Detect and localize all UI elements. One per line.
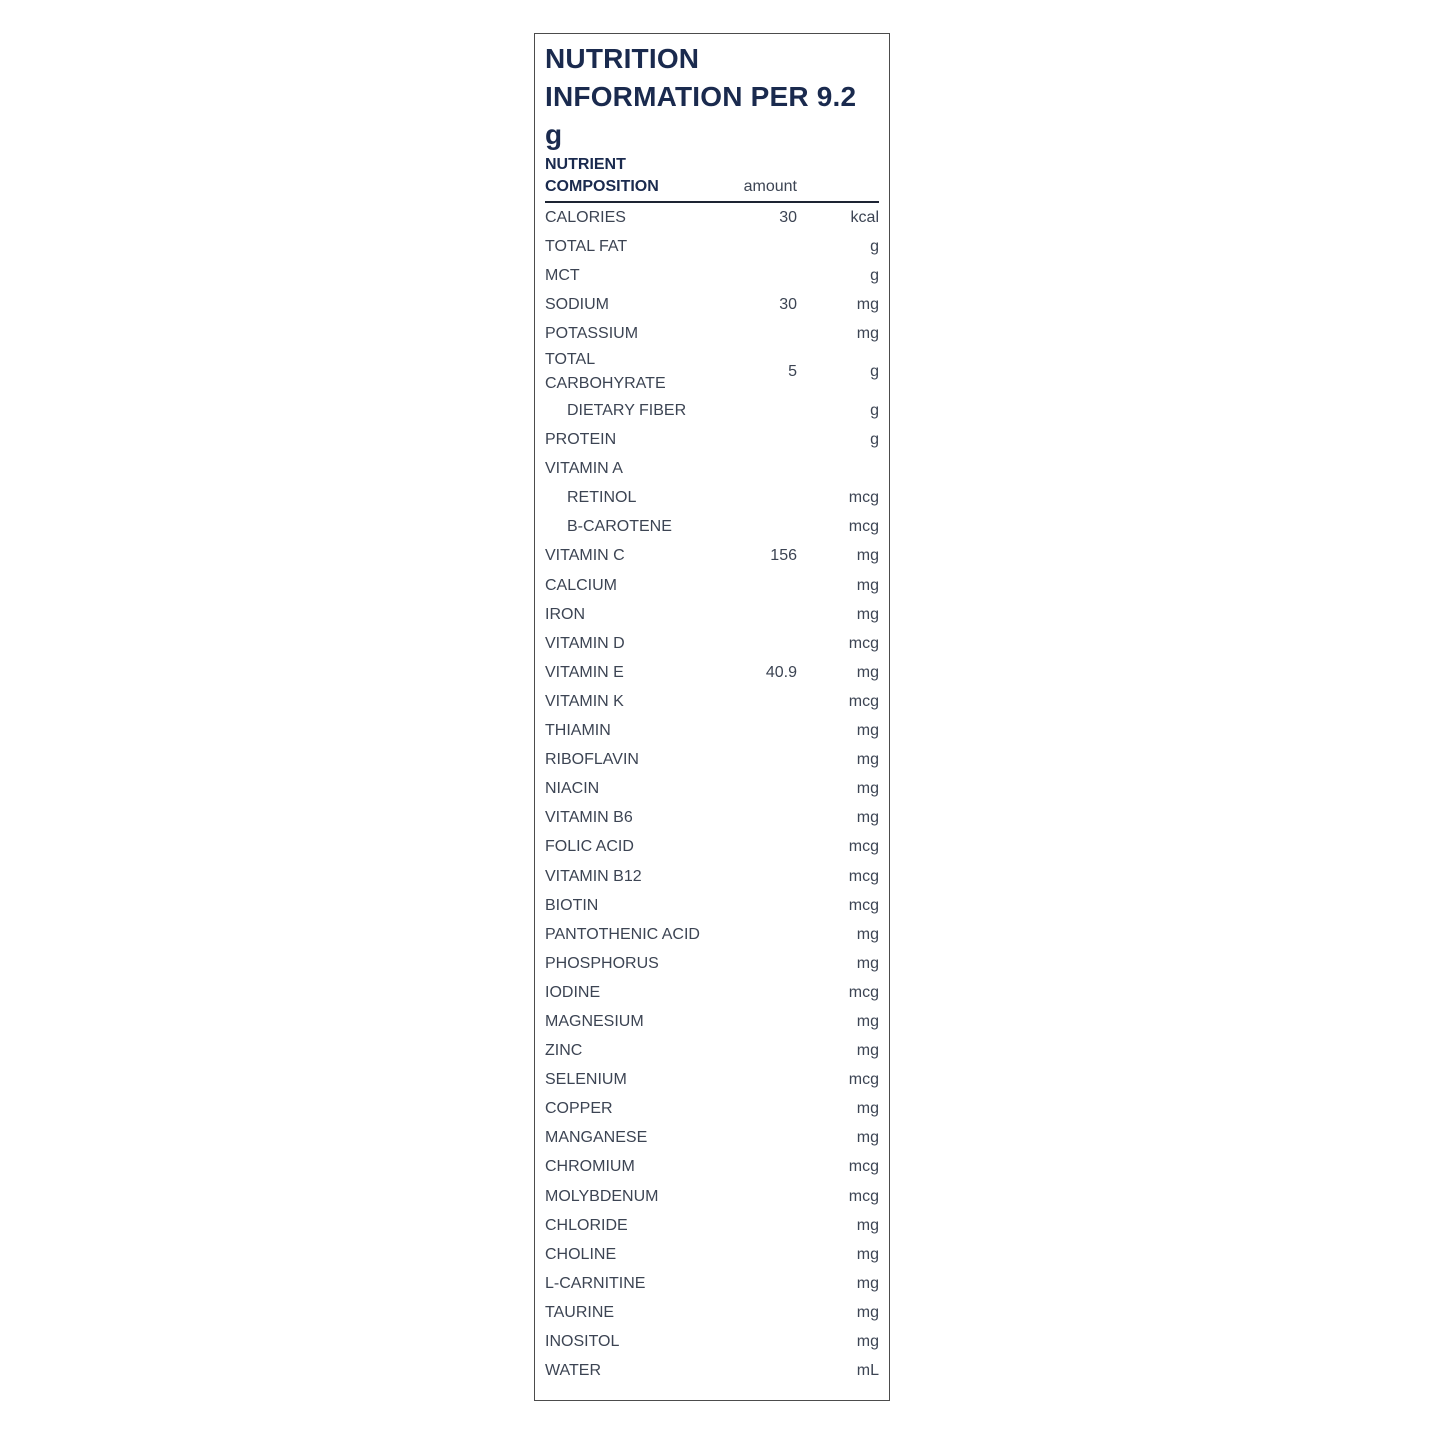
nutrient-unit: g	[870, 266, 879, 284]
nutrient-name: PROTEIN	[545, 431, 617, 449]
nutrient-name: VITAMIN A	[545, 460, 623, 478]
nutrient-name: IRON	[545, 605, 585, 623]
nutrient-name: DIETARY FIBER	[567, 402, 687, 420]
nutrient-unit: mg	[856, 1042, 879, 1060]
nutrient-name: CALORIES	[545, 208, 626, 226]
nutrient-unit: mg	[856, 295, 879, 313]
table-row	[545, 203, 879, 232]
nutrient-unit: mg	[856, 954, 879, 972]
table-row	[545, 571, 879, 600]
nutrient-name: ZINC	[545, 1042, 583, 1060]
nutrient-unit: mcg	[848, 489, 879, 507]
nutrient-name: TAURINE	[545, 1303, 615, 1321]
nutrient-name: CHLORIDE	[545, 1216, 628, 1234]
nutrient-unit: mcg	[848, 867, 879, 885]
nutrient-name: SELENIUM	[545, 1071, 627, 1089]
nutrient-name: IODINE	[545, 983, 601, 1001]
table-row	[545, 658, 879, 687]
table-header	[545, 154, 879, 203]
table-row	[545, 455, 879, 484]
nutrient-unit: mg	[856, 663, 879, 681]
table-row	[545, 1269, 879, 1298]
nutrient-name: POTASSIUM	[545, 324, 639, 342]
nutrient-unit: mg	[856, 1303, 879, 1321]
table-row	[545, 1298, 879, 1327]
nutrient-name: PHOSPHORUS	[545, 954, 659, 972]
nutrient-name: CALCIUM	[545, 576, 618, 594]
table-row	[545, 746, 879, 775]
table-row	[545, 891, 879, 920]
nutrient-unit: mg	[856, 1333, 879, 1351]
nutrient-name: MCT	[545, 266, 580, 284]
nutrient-unit: mcg	[848, 692, 879, 710]
table-row	[545, 833, 879, 862]
nutrient-unit: g	[870, 402, 879, 420]
nutrient-amount: 5	[788, 363, 797, 381]
nutrient-name: WATER	[545, 1362, 601, 1380]
table-row	[545, 687, 879, 716]
nutrient-unit: mL	[856, 1362, 879, 1380]
nutrient-unit: mg	[856, 605, 879, 623]
table-row	[545, 1153, 879, 1182]
amount-column-label: amount	[743, 178, 797, 195]
table-row	[545, 261, 879, 290]
table-row	[545, 804, 879, 833]
nutrient-composition-column-label: NUTRIENT COMPOSITION	[545, 156, 659, 195]
table-row	[545, 1095, 879, 1124]
table-row	[545, 629, 879, 658]
nutrient-name: INOSITOL	[545, 1333, 620, 1351]
nutrient-name: TOTAL CARBOHYRATE	[545, 351, 666, 393]
nutrient-name: THIAMIN	[545, 722, 611, 740]
nutrition-panel	[534, 33, 890, 1401]
nutrient-unit: mg	[856, 780, 879, 798]
nutrient-unit: mcg	[848, 983, 879, 1001]
nutrient-unit: mcg	[848, 634, 879, 652]
nutrient-name: L-CARNITINE	[545, 1274, 646, 1292]
nutrient-amount: 156	[770, 547, 797, 565]
table-row	[545, 542, 879, 571]
table-row	[545, 290, 879, 319]
nutrient-name: MOLYBDENUM	[545, 1187, 659, 1205]
nutrient-name: SODIUM	[545, 295, 609, 313]
table-row	[545, 920, 879, 949]
table-row	[545, 1182, 879, 1211]
nutrient-unit: mcg	[848, 896, 879, 914]
nutrient-unit: kcal	[850, 208, 879, 226]
nutrient-amount: 40.9	[765, 663, 797, 681]
nutrient-amount: 30	[779, 208, 797, 226]
nutrient-name: RIBOFLAVIN	[545, 751, 639, 769]
table-row	[545, 1211, 879, 1240]
nutrient-name: TOTAL FAT	[545, 237, 628, 255]
nutrient-name: B-CAROTENE	[567, 518, 672, 536]
nutrient-amount: 30	[779, 295, 797, 313]
table-row	[545, 484, 879, 513]
nutrient-table-body	[545, 203, 879, 1386]
table-row	[545, 1124, 879, 1153]
nutrient-unit: mg	[856, 576, 879, 594]
nutrient-unit: mg	[856, 1245, 879, 1263]
panel-title: NUTRITION INFORMATION PER 9.2 g	[545, 43, 857, 150]
nutrient-name: RETINOL	[567, 489, 637, 507]
nutrient-name: BIOTIN	[545, 896, 599, 914]
nutrient-unit: mg	[856, 809, 879, 827]
table-row	[545, 775, 879, 804]
nutrient-name: MAGNESIUM	[545, 1012, 644, 1030]
table-row	[545, 232, 879, 261]
table-row	[545, 1037, 879, 1066]
nutrient-unit: mg	[856, 751, 879, 769]
nutrient-name: COPPER	[545, 1100, 613, 1118]
nutrient-unit: g	[870, 237, 879, 255]
nutrient-name: NIACIN	[545, 780, 600, 798]
nutrient-name: MANGANESE	[545, 1129, 648, 1147]
nutrient-unit: mcg	[848, 1158, 879, 1176]
nutrient-name: VITAMIN C	[545, 547, 625, 565]
nutrient-unit: mg	[856, 1129, 879, 1147]
nutrient-unit: mg	[856, 1012, 879, 1030]
table-row	[545, 348, 879, 396]
nutrient-name: CHOLINE	[545, 1245, 617, 1263]
nutrient-unit: mg	[856, 324, 879, 342]
table-row	[545, 513, 879, 542]
nutrient-name: VITAMIN D	[545, 634, 625, 652]
nutrient-name: VITAMIN B6	[545, 809, 633, 827]
table-row	[545, 949, 879, 978]
nutrient-unit: mcg	[848, 518, 879, 536]
table-row	[545, 862, 879, 891]
nutrient-unit: mg	[856, 1100, 879, 1118]
nutrient-unit: mcg	[848, 1187, 879, 1205]
table-row	[545, 600, 879, 629]
table-row	[545, 1327, 879, 1356]
nutrient-name: PANTOTHENIC ACID	[545, 925, 700, 943]
table-row	[545, 1007, 879, 1036]
table-row	[545, 1240, 879, 1269]
nutrient-unit: g	[870, 431, 879, 449]
nutrient-name: CHROMIUM	[545, 1158, 635, 1176]
nutrient-name: VITAMIN K	[545, 692, 624, 710]
nutrient-unit: g	[870, 363, 879, 381]
nutrient-unit: mcg	[848, 838, 879, 856]
nutrient-name: FOLIC ACID	[545, 838, 634, 856]
nutrient-unit: mcg	[848, 1071, 879, 1089]
table-row	[545, 1357, 879, 1386]
nutrient-unit: mg	[856, 925, 879, 943]
table-row	[545, 426, 879, 455]
table-row	[545, 717, 879, 746]
table-row	[545, 319, 879, 348]
nutrient-unit: mg	[856, 1274, 879, 1292]
table-row	[545, 1066, 879, 1095]
table-row	[545, 978, 879, 1007]
nutrient-unit: mg	[856, 547, 879, 565]
nutrient-unit: mg	[856, 722, 879, 740]
nutrient-unit: mg	[856, 1216, 879, 1234]
nutrient-name: VITAMIN E	[545, 663, 624, 681]
table-row	[545, 396, 879, 425]
nutrient-name: VITAMIN B12	[545, 867, 642, 885]
